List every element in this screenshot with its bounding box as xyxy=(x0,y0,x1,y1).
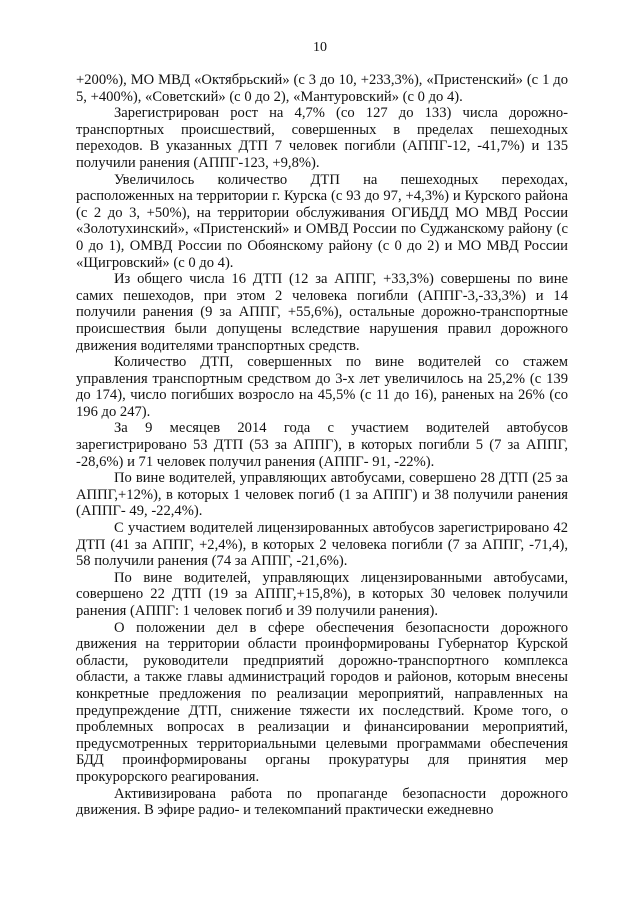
paragraph-propaganda: Активизирована работа по пропаганде безопасности дорожного движения. В эфире радио- и телекомпаний практически ежедневно xyxy=(76,785,568,819)
paragraph-bus-driver-fault: По вине водителей, управляющих автобусами, совершено 28 ДТП (25 за АППГ,+12%), в которых 1 человек погиб (1 за АППГ) и 38 получили ранения (АППГ- 49, -22,4%). xyxy=(76,470,568,520)
paragraph-licensed-bus-driver-fault: По вине водителей, управляющих лицензированными автобусами, совершено 22 ДТП (19 за АППГ,+15,8%), в которых 30 человек получили ранения (АППГ: 1 человек погиб и 39 получили ранения). xyxy=(76,569,568,619)
paragraph-licensed-buses: С участием водителей лицензированных автобусов зарегистрировано 42 ДТП (41 за АППГ, +2,4%), в которых 2 человека погибли (7 за АППГ, -71,4), 58 получили ранения (74 за АППГ, -21,6%). xyxy=(76,520,568,570)
paragraph-pedestrian-fault: Из общего числа 16 ДТП (12 за АППГ, +33,3%) совершены по вине самих пешеходов, при этом 2 человека погибли (АППГ-3,-33,3%) и 14 получили ранения (9 за АППГ, +55,6%), остальные дорожно-транспортные происшествия были допущены вследствие нарушения правил дорожного движения водителями транспортных средств. xyxy=(76,271,568,354)
page-number: 10 xyxy=(313,40,327,55)
document-body xyxy=(76,72,568,819)
paragraph-informing-authorities: О положении дел в сфере обеспечения безопасности дорожного движения на территории области проинформированы Губернатор Курской области, руководители предприятий дорожно-транспортного комплекса области, а также главы администраций городов и районов, которым внесены конкретные предложения по реализации мероприятий, направленных на предупреждение ДТП, снижение тяжести их последствий. Кроме того, о проблемных вопросах в реализации и финансировании мероприятий, предусмотренных территориальными целевыми программами обеспечения БДД проинформированы органы прокуратуры для принятия мер прокурорского реагирования. xyxy=(76,619,568,785)
paragraph-crosswalk-territories: Увеличилось количество ДТП на пешеходных переходах, расположенных на территории г. Курска (с 93 до 97, +4,3%) и Курского района (с 2 до 3, +50%), на территории обслуживания ОГИБДД МО МВД России «Золотухинский», «Пристенский» и ОМВД России по Суджанскому району (с 0 до 1), ОМВД России по Обоянскому району (с 0 до 2) и МО МВД России «Щигровский» (с 0 до 4). xyxy=(76,171,568,271)
paragraph-continuation: +200%), МО МВД «Октябрьский» (с 3 до 10, +233,3%), «Пристенский» (с 1 до 5, +400%), «Советский» (с 0 до 2), «Мантуровский» (с 0 до 4). xyxy=(76,72,568,105)
paragraph-crosswalk-growth: Зарегистрирован рост на 4,7% (со 127 до 133) числа дорожно-транспортных происшествий, совершенных в пределах пешеходных переходов. В указанных ДТП 7 человек погибли (АППГ-12, -41,7%) и 135 получили ранения (АППГ-123, +9,8%). xyxy=(76,105,568,171)
paragraph-novice-drivers: Количество ДТП, совершенных по вине водителей со стажем управления транспортным средством до 3-х лет увеличилось на 25,2% (с 139 до 174), число погибших возросло на 45,5% (с 11 до 16), раненых на 26% (со 196 до 247). xyxy=(76,354,568,420)
paragraph-bus-accidents: За 9 месяцев 2014 года с участием водителей автобусов зарегистрировано 53 ДТП (53 за АППГ), в которых погибли 5 (7 за АППГ, -28,6%) и 71 человек получил ранения (АППГ- 91, -22%). xyxy=(76,420,568,470)
